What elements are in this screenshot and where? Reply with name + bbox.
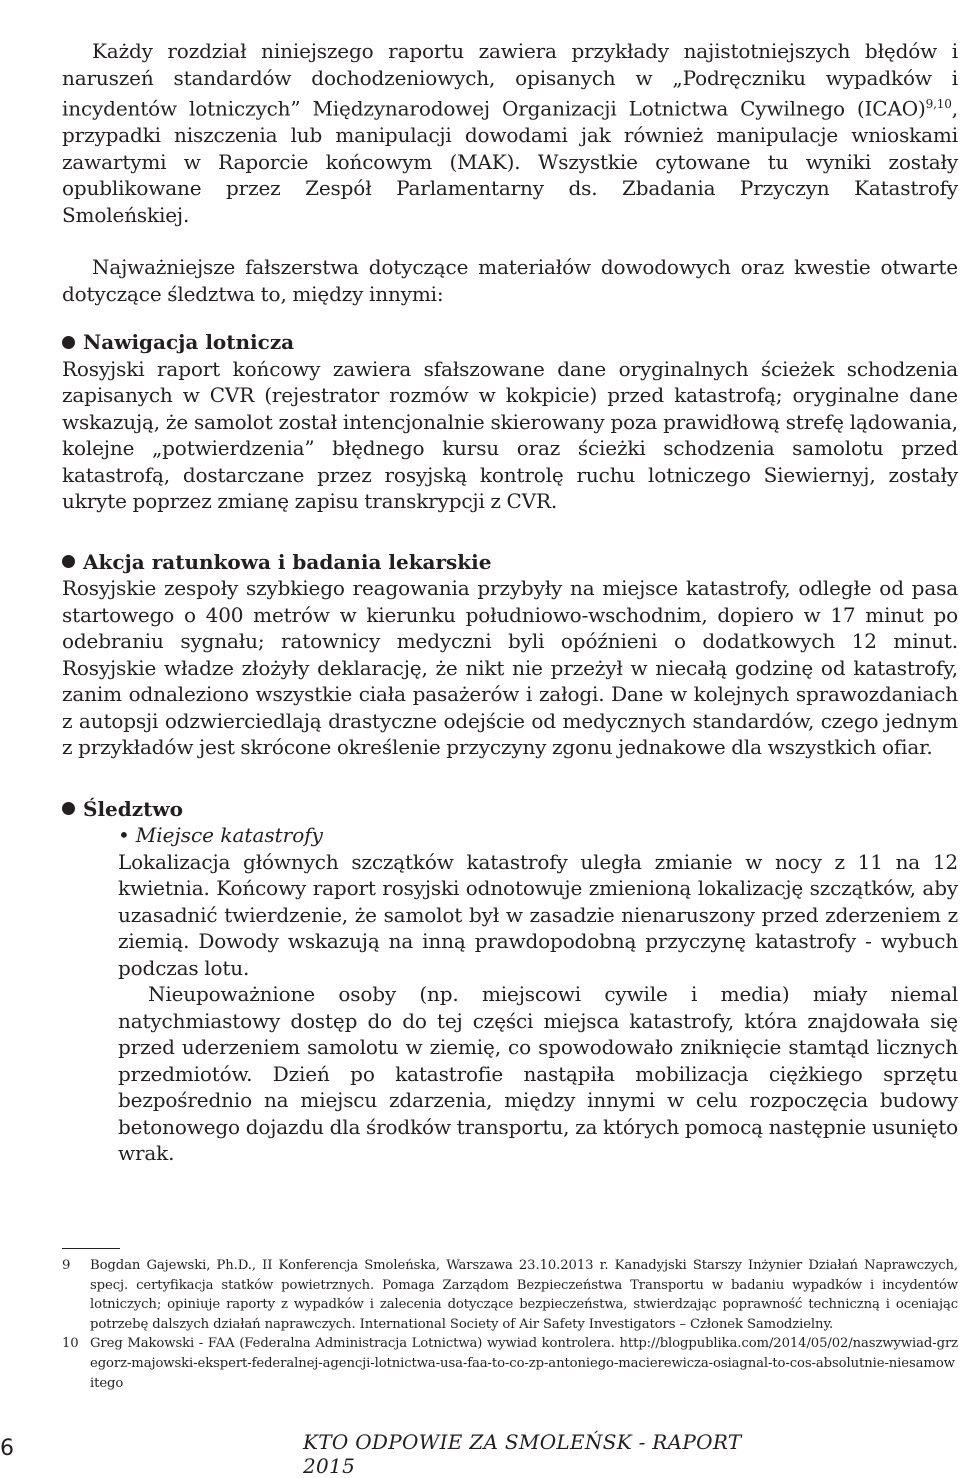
intro-list-lead: Najważniejsze fałszerstwa dotyczące materiałów dowodowych oraz kwestie otwarte dotyczące śledztwa to, między innymi:: [62, 255, 958, 306]
section-text: Rosyjski raport końcowy zawiera sfałszowane dane oryginalnych ścieżek schodzenia zapisanych w CVR (rejestrator rozmów w kokpicie) przed katastrofą; oryginalne dane wskazują, że samolot został intencjonalnie skierowany poza prawidłową strefę lądowania, kolejne „potwierdzenia” błędnego kursu oraz ścieżki schodzenia samolotu przed katastrofą, dostarczane przez rosyjską kontrolę ruchu lotniczego Siewiernyj, zostały ukryte poprzez zmianę zapisu transkrypcji z CVR.: [62, 356, 958, 514]
footnote-number: 10: [62, 1336, 79, 1352]
running-footer-title: KTO ODPOWIE ZA SMOLEŃSK - RAPORT 2015: [303, 1430, 742, 1478]
intro-paragraph: [62, 38, 958, 228]
section-investigation: [62, 796, 958, 1167]
section-heading: [62, 329, 958, 356]
heading-label: Śledztwo: [83, 796, 183, 821]
footnote-number: 9: [62, 1258, 71, 1273]
footnote-text: Greg Makowski - FAA (Federalna Administracja Lotnictwa) wywiad kontrolera. http://blogpublika.com/2014/05/02/naszwywiad-grzegorz-majowski-ekspert-federalnej-agencji-lotnictwa-usa-faa-to-co-zp-antoniego-macierewicza-osiagnal-to-cos-absolutnie-niesamowitego: [90, 1336, 958, 1391]
bullet-icon: [62, 555, 75, 568]
intro-text-start: Każdy rozdział niniejszego raportu zawiera przykłady najistotniejszych błędów i naruszeń standardów dochodzeniowych, opisanych w „Podręczniku wypadków i incydentów lotniczych” Międzynarodowej Organizacji Lotnictwa Cywilnego (ICAO): [62, 39, 958, 121]
section-text: Rosyjskie zespoły szybkiego reagowania przybyły na miejsce katastrofy, odległe od pasa startowego o 400 metrów w kierunku południowo-wschodnim, dopiero w 17 minut po odebraniu sygnału; ratownicy medyczni byli opóźnieni o dodatkowych 12 minut. Rosyjskie władze złożyły deklarację, że nikt nie przeżył w niecałą godzinę od katastrofy, zanim odnaleziono wszystkie ciała pasażerów i załogi. Dane w kolejnych sprawozdaniach z autopsji odzwierciedlają drastyczne odejście od medycznych standardów, czego jednym z przykładów jest skrócone określenie przyczyny zgonu jednakowe dla wszystkich ofiar.: [62, 576, 958, 760]
subsection-text-2: Nieupoważnione osoby (np. miejscowi cywile i media) miały niemal natychmiastowy dostęp do do tej części miejsca katastrofy, która znajdowała się przed uderzeniem samolotu w ziemię, co spowodowało zniknięcie stamtąd licznych przedmiotów. Dzień po katastrofie nastąpiła mobilizacja ciężkiego sprzętu bezpośrednio na miejscu zdarzenia, między innymi w celu rozpoczęcia budowy betonowego dojazdu dla środków transportu, za których pomocą następnie usunięto wrak.: [118, 982, 958, 1166]
subsection-heading: [118, 822, 958, 849]
section-navigation: [62, 329, 958, 515]
section-heading: [62, 549, 958, 576]
footnote-text: Bogdan Gajewski, Ph.D., II Konferencja Smoleńska, Warszawa 23.10.2013 r. Kanadyjski Starszy Inżynier Działań Naprawczych, specj. certyfikacja statków powietrznych. Pomaga Zarządom Bezpieczeństwa Transportu w badaniu wypadków i incydentów lotniczych; opiniuje raporty z wypadków i zalecenia dotyczące bezpieczeństwa, stwierdzając poprawność techniczną i oceniając potrzebę dalszych działań naprawczych. International Society of Air Safety Investigators – Członek Samodzielny.: [90, 1258, 958, 1332]
footnote-reference: 9,10: [925, 97, 952, 111]
subsection-text-1: Lokalizacja głównych szczątków katastrofy uległa zmianie w nocy z 11 na 12 kwietnia. Końcowy raport rosyjski odnotowuje zmienioną lokalizację szczątków, aby uzasadnić twierdzenie, że samolot był w zasadzie nienaruszony przed zderzeniem z ziemią. Dowody wskazują na inną prawdopodobną przyczynę katastrofy - wybuch podczas lotu.: [118, 849, 958, 980]
subsection: [118, 822, 958, 1167]
footnote: [62, 1256, 958, 1334]
footnotes: [62, 1248, 958, 1393]
section-rescue: [62, 549, 958, 761]
page-number: 6: [0, 1436, 14, 1461]
intro-text-end: , przypadki niszczenia lub manipulacji dowodami jak również manipulacje wnioskami zawartymi w Raporcie końcowym (MAK). Wszystkie cytowane tu wyniki zostały opublikowane przez Zespół Parlamentarny ds. Zbadania Przyczyn Katastrofy Smoleńskiej.: [62, 96, 958, 227]
heading-label: Nawigacja lotnicza: [83, 330, 295, 355]
document-body: [62, 38, 958, 1167]
section-heading: [62, 796, 958, 823]
small-bullet-icon: •: [118, 823, 130, 848]
bullet-icon: [62, 802, 75, 815]
bullet-icon: [62, 336, 75, 349]
heading-label: Akcja ratunkowa i badania lekarskie: [83, 549, 492, 574]
subheading-label: Miejsce katastrofy: [135, 823, 323, 848]
footnote: [62, 1334, 958, 1393]
